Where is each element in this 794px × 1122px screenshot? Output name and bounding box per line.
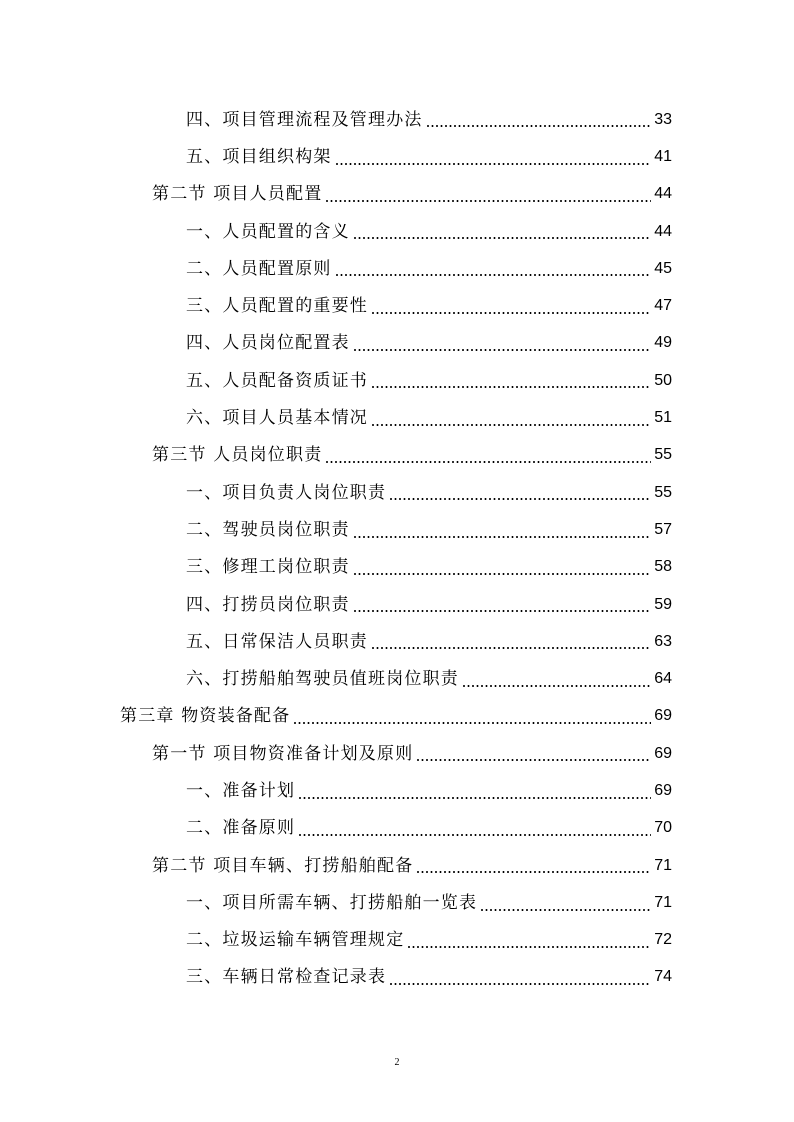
toc-entry-title: 第三节 人员岗位职责 (152, 445, 323, 466)
toc-entry-title: 三、人员配置的重要性 (186, 296, 368, 317)
toc-entry[interactable] (0, 586, 794, 623)
toc-dot-leader (390, 498, 651, 500)
toc-dot-leader (417, 871, 651, 873)
toc-dot-leader (294, 722, 651, 724)
toc-dot-leader (299, 834, 651, 836)
toc-entry[interactable] (0, 698, 794, 735)
toc-entry[interactable] (0, 847, 794, 884)
toc-entry[interactable] (0, 511, 794, 548)
toc-dot-leader (463, 685, 651, 687)
toc-entry[interactable] (0, 138, 794, 175)
toc-entry[interactable] (0, 623, 794, 660)
toc-entry-title: 一、准备计划 (186, 780, 296, 801)
toc-entry-title: 四、项目管理流程及管理办法 (186, 109, 423, 130)
toc-entry-title: 第一节 项目物资准备计划及原则 (152, 743, 414, 764)
toc-dot-leader (354, 610, 651, 612)
toc-dot-leader (326, 461, 651, 463)
toc-entry-page: 59 (654, 595, 672, 613)
toc-entry-page: 58 (654, 558, 672, 576)
toc-entry[interactable] (0, 176, 794, 213)
toc-dot-leader (372, 424, 651, 426)
toc-entry-page: 70 (654, 819, 672, 837)
toc-entry-title: 一、项目负责人岗位职责 (186, 482, 387, 503)
toc-dot-leader (417, 759, 651, 761)
toc-entry[interactable] (0, 287, 794, 324)
toc-entry-page: 55 (654, 483, 672, 501)
toc-entry[interactable] (0, 884, 794, 921)
toc-entry[interactable] (0, 474, 794, 511)
toc-entry-page: 33 (654, 110, 672, 128)
toc-dot-leader (326, 200, 651, 202)
toc-entry-page: 71 (654, 856, 672, 874)
toc-entry-title: 六、打捞船舶驾驶员值班岗位职责 (186, 669, 459, 690)
table-of-contents (0, 101, 794, 996)
toc-entry-page: 69 (654, 781, 672, 799)
toc-entry[interactable] (0, 660, 794, 697)
toc-entry-title: 二、准备原则 (186, 818, 296, 839)
toc-entry-title: 五、人员配备资质证书 (186, 370, 368, 391)
toc-dot-leader (390, 983, 651, 985)
toc-entry[interactable] (0, 772, 794, 809)
toc-entry-page: 41 (654, 147, 672, 165)
toc-dot-leader (372, 386, 651, 388)
toc-entry[interactable] (0, 362, 794, 399)
toc-entry-title: 二、人员配置原则 (186, 258, 332, 279)
toc-entry[interactable] (0, 101, 794, 138)
toc-entry-page: 44 (654, 185, 672, 203)
toc-dot-leader (354, 237, 651, 239)
toc-entry-page: 71 (654, 893, 672, 911)
toc-dot-leader (336, 274, 652, 276)
toc-dot-leader (336, 163, 652, 165)
toc-entry-title: 六、项目人员基本情况 (186, 408, 368, 429)
toc-entry-page: 49 (654, 334, 672, 352)
toc-entry-page: 47 (654, 297, 672, 315)
toc-dot-leader (372, 312, 651, 314)
toc-dot-leader (408, 946, 651, 948)
toc-dot-leader (372, 647, 651, 649)
toc-entry-page: 63 (654, 632, 672, 650)
toc-entry-title: 四、人员岗位配置表 (186, 333, 350, 354)
toc-entry[interactable] (0, 549, 794, 586)
toc-entry[interactable] (0, 959, 794, 996)
toc-entry-title: 三、车辆日常检查记录表 (186, 967, 387, 988)
toc-entry-page: 55 (654, 446, 672, 464)
toc-entry-title: 第二节 项目人员配置 (152, 184, 323, 205)
toc-dot-leader (481, 909, 651, 911)
toc-entry-title: 五、项目组织构架 (186, 146, 332, 167)
toc-dot-leader (427, 125, 652, 127)
toc-entry-page: 44 (654, 222, 672, 240)
toc-entry[interactable] (0, 250, 794, 287)
toc-entry[interactable] (0, 213, 794, 250)
page-number: 2 (394, 1057, 400, 1068)
toc-entry-page: 45 (654, 259, 672, 277)
toc-dot-leader (299, 797, 651, 799)
toc-entry-page: 57 (654, 520, 672, 538)
toc-entry-title: 二、驾驶员岗位职责 (186, 519, 350, 540)
toc-entry-title: 二、垃圾运输车辆管理规定 (186, 930, 405, 951)
toc-entry-title: 一、人员配置的含义 (186, 221, 350, 242)
toc-entry-title: 第三章 物资装备配备 (120, 706, 291, 727)
toc-entry-page: 69 (654, 744, 672, 762)
toc-entry-title: 第二节 项目车辆、打捞船舶配备 (152, 855, 414, 876)
toc-entry-title: 五、日常保洁人员职责 (186, 631, 368, 652)
toc-entry-page: 74 (654, 968, 672, 986)
toc-entry-page: 51 (654, 409, 672, 427)
toc-entry-title: 四、打捞员岗位职责 (186, 594, 350, 615)
toc-dot-leader (354, 536, 651, 538)
toc-entry-page: 72 (654, 931, 672, 949)
toc-entry-title: 一、项目所需车辆、打捞船舶一览表 (186, 892, 478, 913)
toc-entry-page: 50 (654, 371, 672, 389)
toc-entry[interactable] (0, 922, 794, 959)
toc-entry[interactable] (0, 399, 794, 436)
toc-entry-title: 三、修理工岗位职责 (186, 557, 350, 578)
toc-entry[interactable] (0, 437, 794, 474)
toc-dot-leader (354, 573, 651, 575)
toc-entry[interactable] (0, 810, 794, 847)
toc-dot-leader (354, 349, 651, 351)
toc-entry-page: 69 (654, 707, 672, 725)
toc-entry[interactable] (0, 325, 794, 362)
toc-entry-page: 64 (654, 670, 672, 688)
toc-entry[interactable] (0, 735, 794, 772)
